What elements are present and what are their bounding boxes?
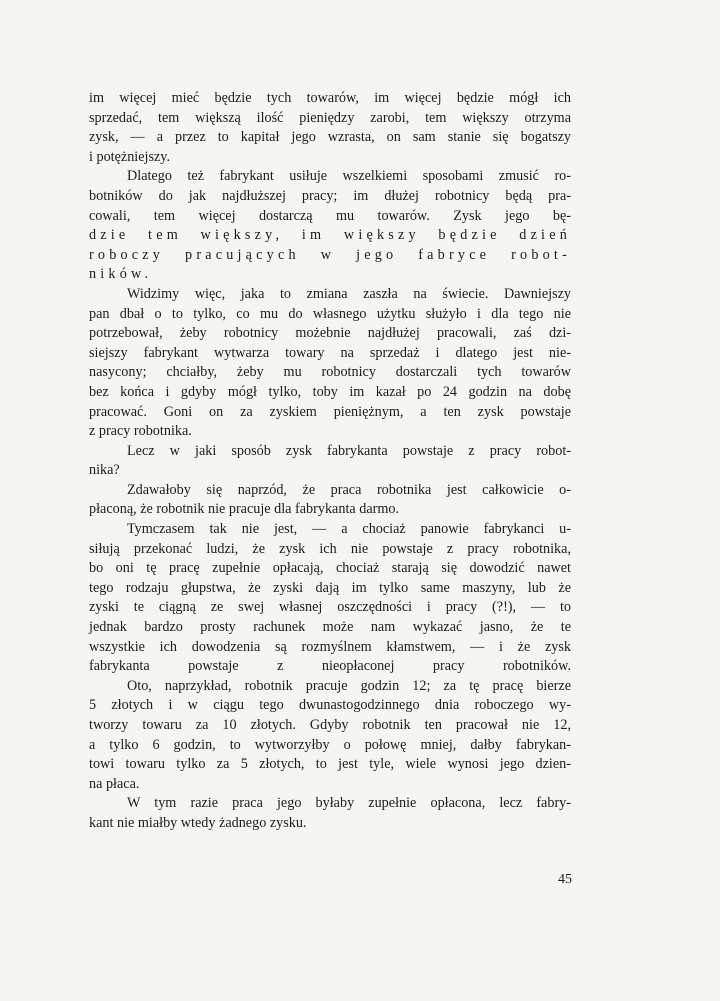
text-line: pan dbał o to tylko, co mu do własnego użytku służyło i dla tego nie — [89, 305, 571, 322]
text-line: na płaca. — [89, 775, 140, 792]
text-line: im więcej mieć będzie tych towarów, im więcej będzie mógł ich — [89, 90, 571, 106]
text-line: zysk, — a przez to kapitał jego wzrasta, on sam stanie się bogatszy — [89, 129, 571, 146]
body-text — [89, 89, 571, 834]
text-line: fabrykanta powstaje z nieopłaconej pracy robotników. — [89, 658, 571, 675]
text-line: bez końca i gdyby mógł tylko, toby im kazał po 24 godzin na dobę — [89, 383, 571, 400]
text-line: nasycony; chciałby, żeby mu robotnicy dostarczali tych towarów — [89, 364, 571, 381]
text-line: z pracy robotnika. — [89, 423, 192, 440]
text-line: Tymczasem tak nie jest, — a chociaż panowie fabrykanci u- — [127, 521, 571, 538]
text-line: siłują przekonać ludzi, że zysk ich nie powstaje z pracy robotnika, — [89, 540, 571, 557]
text-line: pracować. Goni on za zyskiem pieniężnym, a ten zysk powstaje — [89, 403, 571, 420]
text-line: tego rodzaju głupstwa, że zyski dają im tylko same maszyny, lub że — [89, 579, 571, 596]
text-line-spaced: roboczy pracujących w jego fabryce robot- — [89, 246, 571, 263]
text-line: Lecz w jaki sposób zysk fabrykanta powstaje z pracy robot- — [127, 442, 571, 459]
text-line: Dlatego też fabrykant usiłuje wszelkiemi sposobami zmusić ro- — [127, 168, 571, 185]
text-line-spaced: ników. — [89, 266, 153, 283]
text-line: towi towaru tylko za 5 złotych, to jest tyle, wiele wynosi jego dzien- — [89, 756, 571, 773]
text-line: cowali, tem więcej dostarczą mu towarów. Zysk jego bę- — [89, 207, 571, 224]
text-line: nika? — [89, 462, 120, 479]
text-line: wszystkie ich dowodzenia są rozmyślnem kłamstwem, — i że zysk — [89, 638, 571, 655]
text-line-spaced: dzie tem większy, im większy będzie dzień — [89, 227, 571, 244]
text-line: tworzy towaru za 10 złotych. Gdyby robotnik ten pracował nie 12, — [89, 717, 571, 733]
text-line: a tylko 6 godzin, to wytworzyłby o połowę mniej, dałby fabrykan- — [89, 736, 571, 753]
text-line: zyski te ciągną ze swej własnej oszczędności i pracy (?!), — to — [89, 599, 571, 616]
page-number: 45 — [558, 872, 572, 887]
text-line: sprzedać, tem większą ilość pieniędzy zarobi, tem większy otrzyma — [89, 109, 571, 126]
text-line: W tym razie praca jego byłaby zupełnie opłacona, lecz fabry- — [127, 795, 571, 812]
text-line: jednak bardzo prosty rachunek może nam wykazać jasno, że te — [89, 619, 571, 636]
text-line: Zdawałoby się naprzód, że praca robotnika jest całkowicie o- — [127, 481, 571, 498]
text-line: Widzimy więc, jaka to zmiana zaszła na świecie. Dawniejszy — [127, 285, 571, 302]
text-line: kant nie miałby wtedy żadnego zysku. — [89, 814, 307, 831]
text-line: siejszy fabrykant wytwarza towary na sprzedaż i dlatego jest nie- — [89, 344, 571, 361]
text-line: potrzebował, żeby robotnicy możebnie najdłużej pracowali, zaś dzi- — [89, 325, 571, 342]
text-line: płaconą, że robotnik nie pracuje dla fabrykanta darmo. — [89, 501, 400, 518]
text-line: Oto, naprzykład, robotnik pracuje godzin 12; za tę pracę bierze — [127, 677, 571, 694]
text-line: botników do jak najdłuższej pracy; im dłużej robotnicy będą pra- — [89, 187, 571, 204]
text-line: bo oni tę pracę zupełnie opłacają, chociaż starają się dowodzić nawet — [89, 560, 571, 577]
text-line: 5 złotych i w ciągu tego dwunastogodzinnego dnia roboczego wy- — [89, 697, 571, 714]
text-line: i potężniejszy. — [89, 148, 171, 165]
